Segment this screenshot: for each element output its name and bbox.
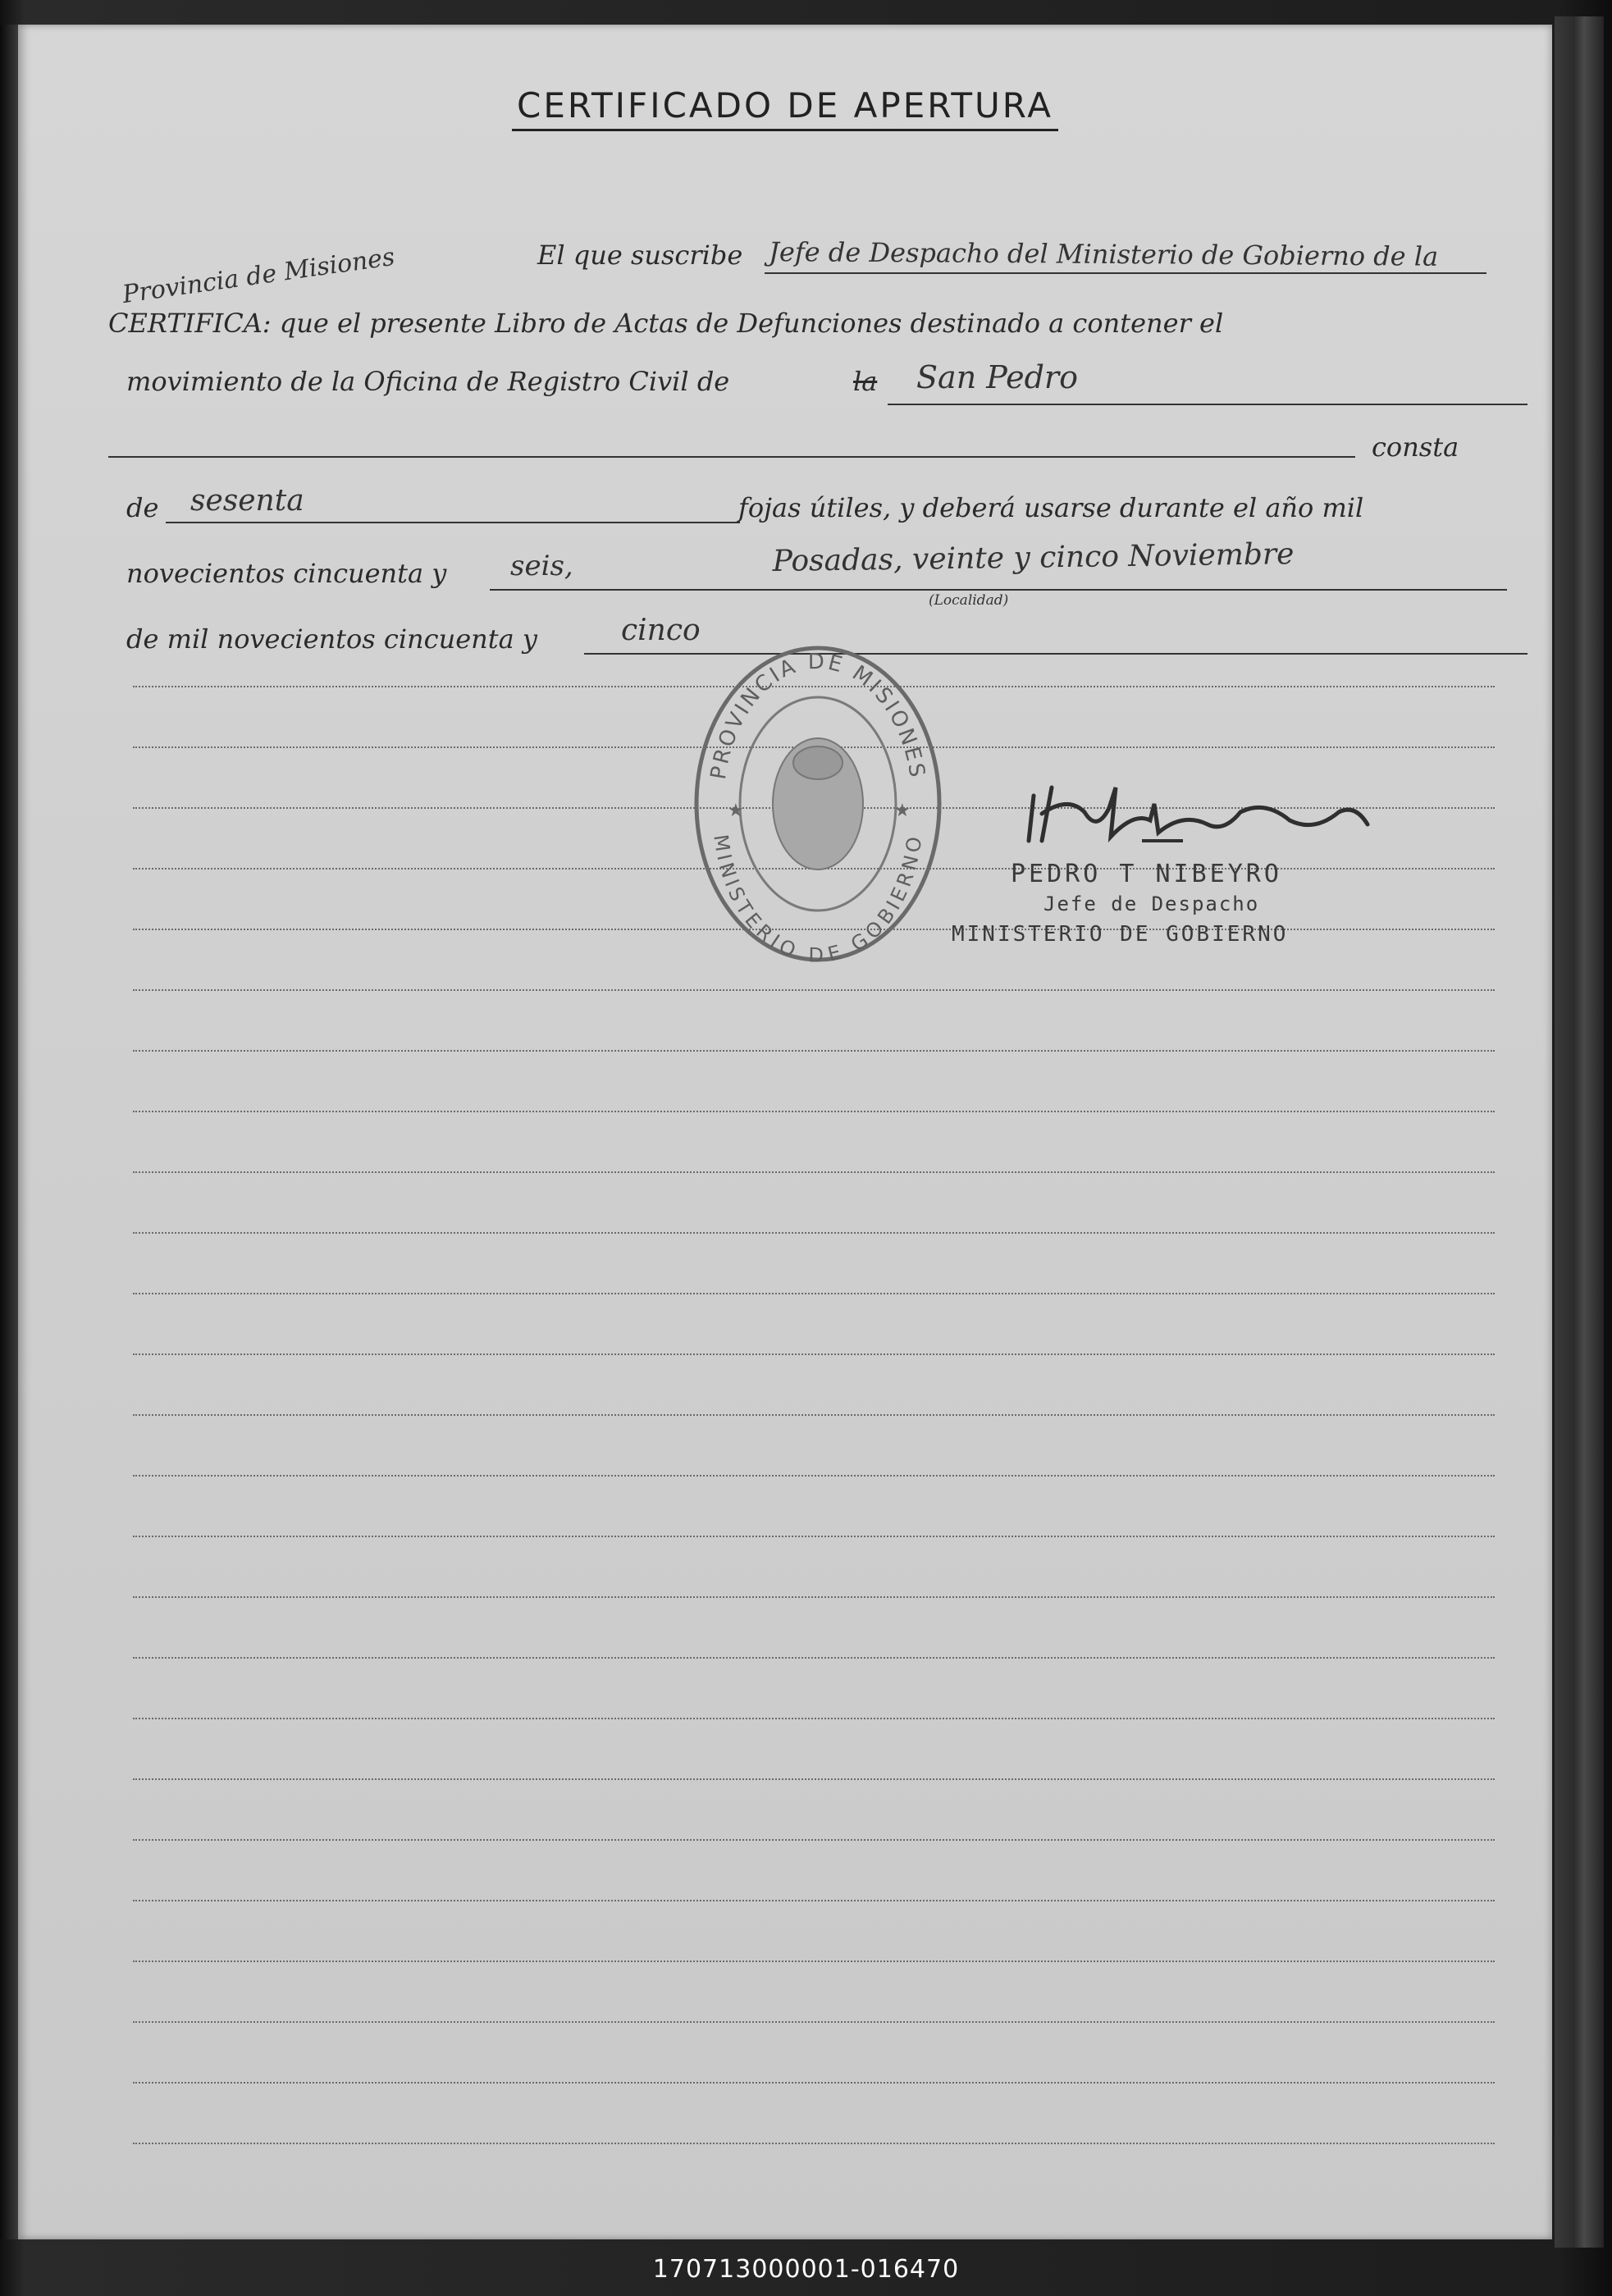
- official-seal-stamp: [691, 640, 945, 968]
- ruled-line: [133, 1171, 1495, 1173]
- line1-handwriting: Jefe de Despacho del Ministerio de Gobierno de la: [769, 236, 1439, 272]
- ruled-line: [133, 1900, 1495, 1901]
- ruled-line: [133, 1111, 1495, 1112]
- handwritten-signature: [1019, 763, 1380, 853]
- localidad-label: (Localidad): [929, 592, 1009, 609]
- ruled-line: [133, 1536, 1495, 1537]
- ruled-line: [133, 1596, 1495, 1598]
- stamp-star-icon: ★: [894, 801, 911, 821]
- line7-printed: de mil novecientos cincuenta y: [126, 623, 537, 655]
- ruled-line: [133, 2021, 1495, 2023]
- line2-printed: CERTIFICA: que el presente Libro de Actas de Defunciones destinado a contener el: [108, 308, 1224, 339]
- line3-handwriting: San Pedro: [916, 359, 1078, 395]
- ruled-line: [133, 2143, 1495, 2144]
- line3-printed: movimiento de la Oficina de Registro Civil de: [126, 366, 730, 397]
- left-page-edge: [0, 25, 18, 2239]
- book-spine: [1555, 16, 1604, 2248]
- line2-handwriting: Provincia de Misiones: [121, 242, 397, 309]
- line6-handwriting-place-date: Posadas, veinte y cinco Noviembre: [772, 537, 1295, 578]
- ruled-line: [133, 989, 1495, 991]
- line3-rule: [888, 404, 1528, 405]
- line6-handwriting-year: seis,: [510, 550, 573, 582]
- ruled-line: [133, 1839, 1495, 1841]
- line1-printed: El que suscribe: [537, 240, 743, 271]
- ruled-line: [133, 1050, 1495, 1052]
- line6-rule: [490, 589, 1507, 591]
- line4-rule: [108, 456, 1355, 458]
- ruled-line: [133, 1293, 1495, 1294]
- signer-name: PEDRO T NIBEYRO: [1011, 860, 1282, 888]
- line6-printed: novecientos cincuenta y: [126, 558, 447, 589]
- page-title: CERTIFICADO DE APERTURA: [18, 85, 1552, 131]
- line4-printed: consta: [1372, 431, 1459, 463]
- line5-printed-end: fojas útiles, y deberá usarse durante el año mil: [738, 492, 1364, 523]
- certificate-page: [18, 25, 1552, 2239]
- stamp-star-icon: ★: [728, 801, 744, 821]
- ruled-line: [133, 2082, 1495, 2084]
- image-id-label: 170713000001-016470: [652, 2255, 960, 2284]
- stamp-bottom-text: MINISTERIO DE GOBIERNO: [709, 833, 927, 967]
- ruled-line: [133, 1414, 1495, 1416]
- line7-handwriting: cinco: [621, 614, 701, 647]
- signer-role: Jefe de Despacho: [1043, 892, 1260, 915]
- ruled-line: [133, 1475, 1495, 1477]
- line5-rule: [166, 522, 740, 523]
- ruled-line: [133, 1353, 1495, 1355]
- stamp-top-text: PROVINCIA DE MISIONES: [706, 649, 930, 782]
- ruled-line: [133, 1778, 1495, 1780]
- line5-printed-start: de: [126, 492, 159, 523]
- line1-rule: [765, 272, 1486, 274]
- signer-ministry: MINISTERIO DE GOBIERNO: [952, 922, 1289, 947]
- ruled-line: [133, 1657, 1495, 1659]
- ruled-line: [133, 1961, 1495, 1962]
- ruled-line: [133, 1232, 1495, 1234]
- line5-handwriting: sesenta: [190, 484, 304, 518]
- line3-struck-word: la: [853, 366, 878, 397]
- ruled-line: [133, 1718, 1495, 1719]
